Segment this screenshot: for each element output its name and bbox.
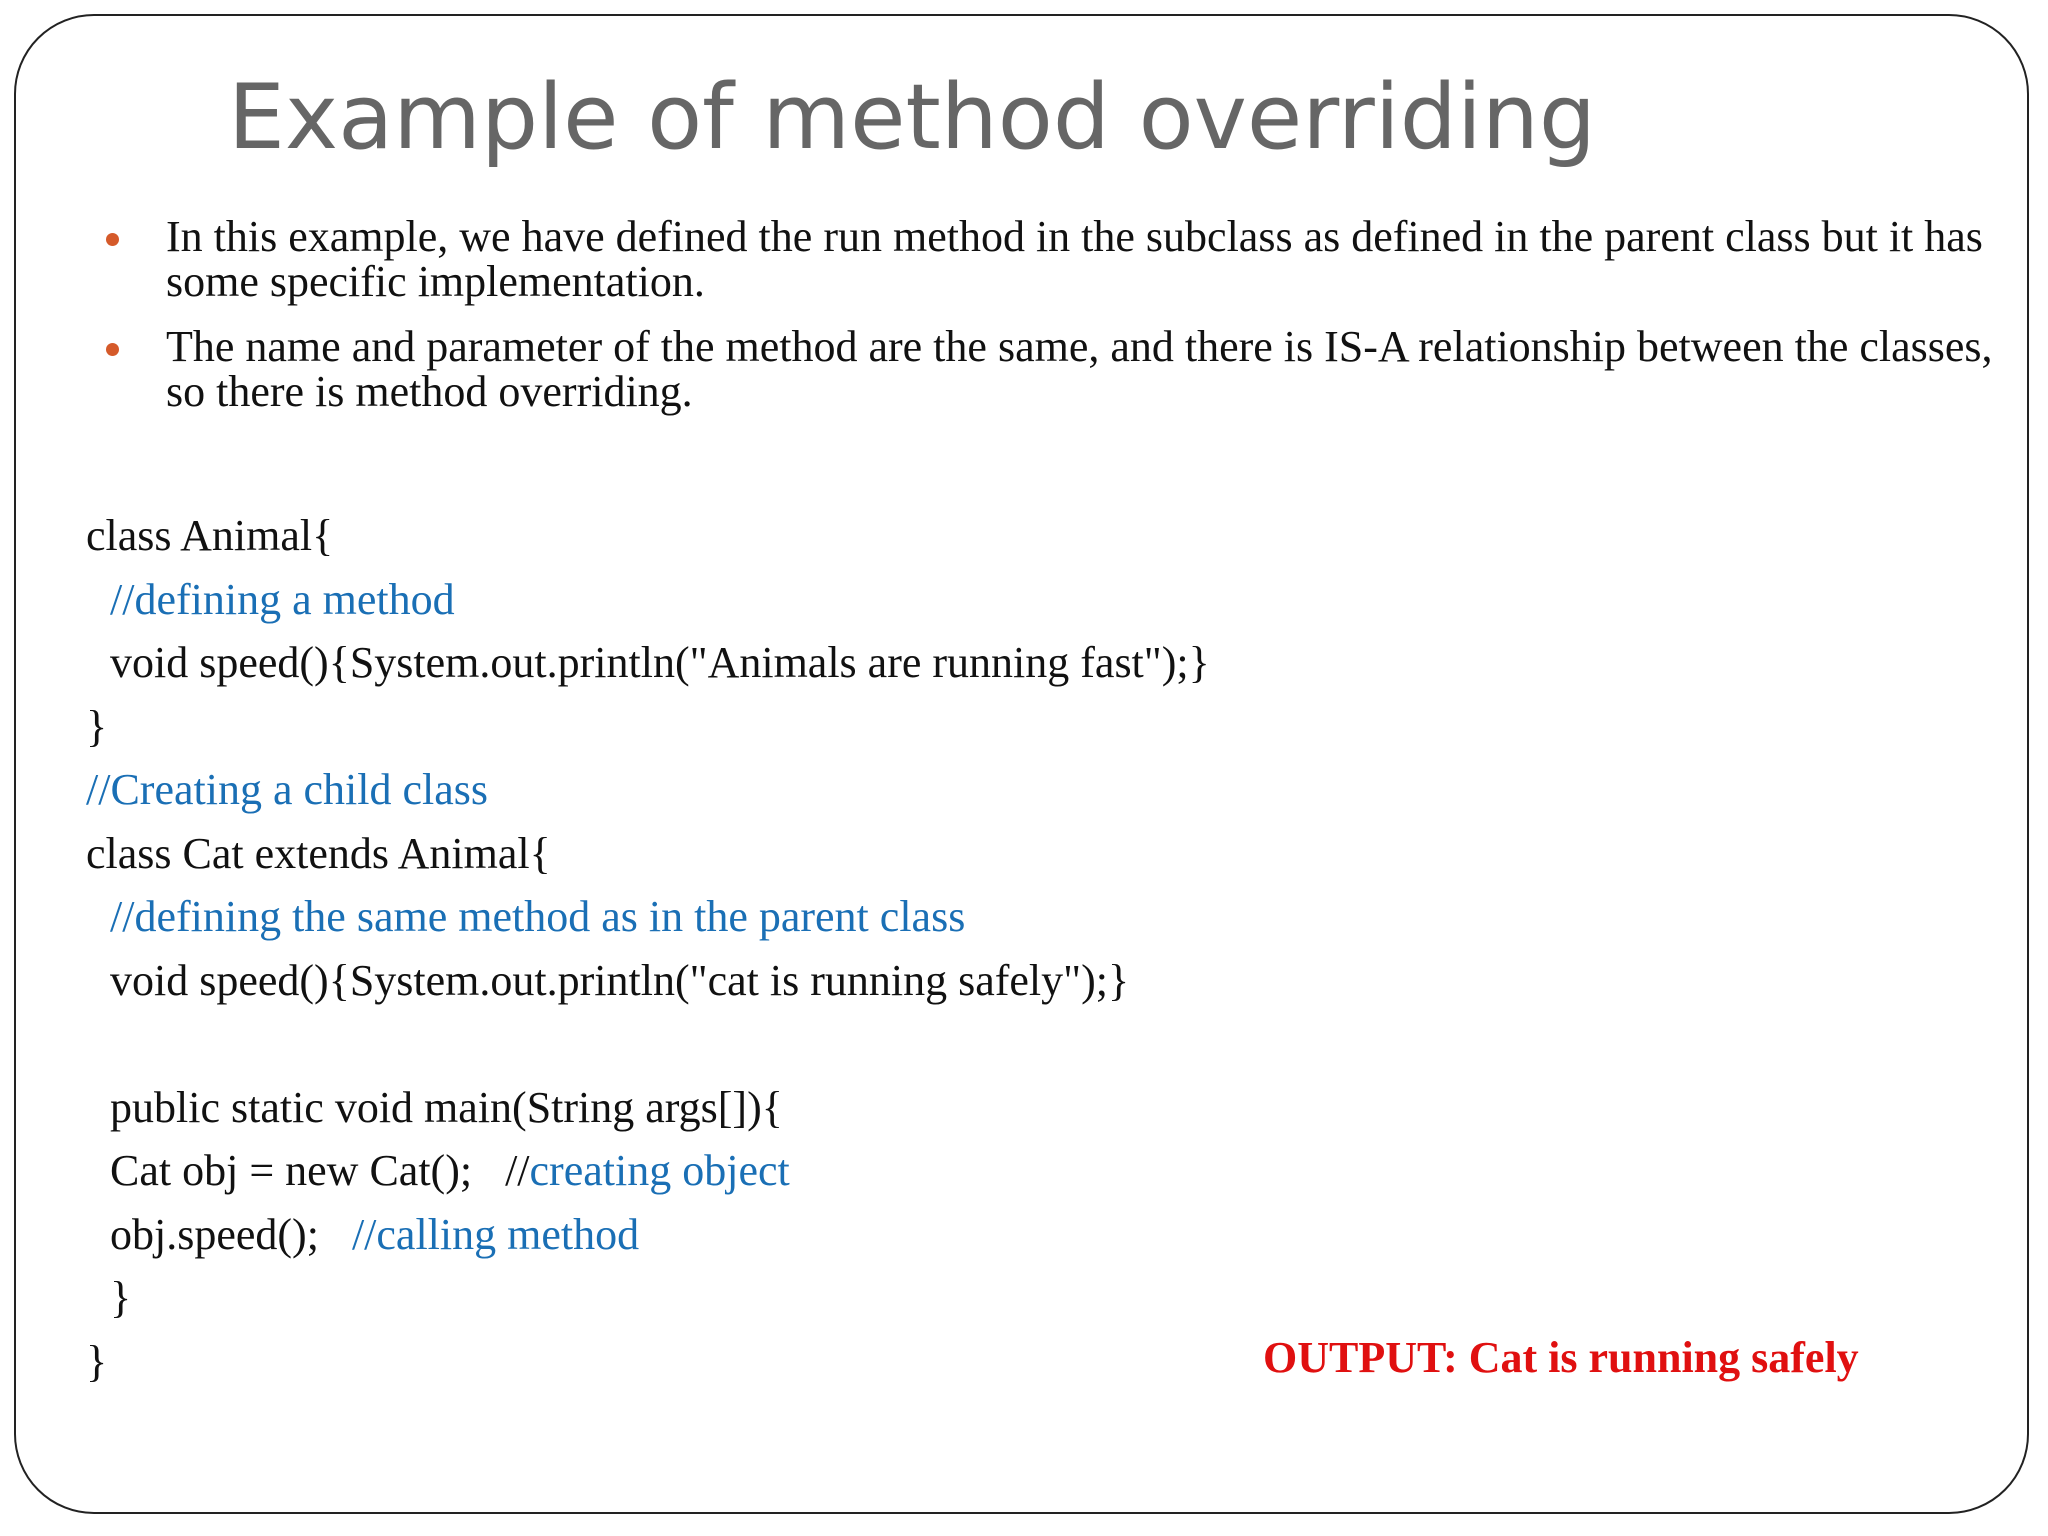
- code-comment: //calling method: [351, 1209, 640, 1259]
- code-line: [86, 1203, 1210, 1267]
- bullet-text: In this example, we have defined the run method in the subclass as defined in the parent class but it has some specific implementation.: [166, 212, 1983, 306]
- slide-title: Example of method overriding: [228, 65, 1597, 170]
- code-blank-line: [86, 1012, 1210, 1076]
- code-comment: //defining the same method as in the parent class: [110, 892, 966, 941]
- bullet-item: [86, 214, 2029, 304]
- code-line: public static void main(String args[]){: [110, 1082, 783, 1132]
- code-line: }: [110, 1273, 132, 1322]
- code-line: }: [86, 1336, 108, 1386]
- output-label: OUTPUT: Cat is running safely: [1263, 1333, 1859, 1382]
- bullet-text: The name and parameter of the method are the same, and there is IS-A relationship between the classes, so there is method overriding.: [166, 322, 1993, 416]
- bullet-item: [86, 324, 2029, 414]
- code-text: obj.speed();: [110, 1209, 352, 1259]
- bullet-dot-icon: [106, 343, 119, 356]
- code-line: [86, 1139, 1210, 1203]
- code-comment: //Creating a child class: [86, 765, 488, 814]
- code-line: void speed(){System.out.println("Animals are running fast");}: [110, 638, 1210, 687]
- bullet-list: [86, 214, 2029, 434]
- code-block: [86, 504, 1210, 1393]
- code-comment: creating object: [529, 1146, 790, 1195]
- code-comment: //defining a method: [110, 574, 455, 624]
- code-line: class Animal{: [86, 511, 334, 560]
- code-line: }: [86, 701, 108, 751]
- code-line: class Cat extends Animal{: [86, 828, 551, 878]
- code-line: void speed(){System.out.println("cat is running safely");}: [110, 955, 1130, 1005]
- slide-frame: [14, 14, 2029, 1514]
- code-text: Cat obj = new Cat(); //: [110, 1146, 530, 1195]
- bullet-dot-icon: [106, 233, 119, 246]
